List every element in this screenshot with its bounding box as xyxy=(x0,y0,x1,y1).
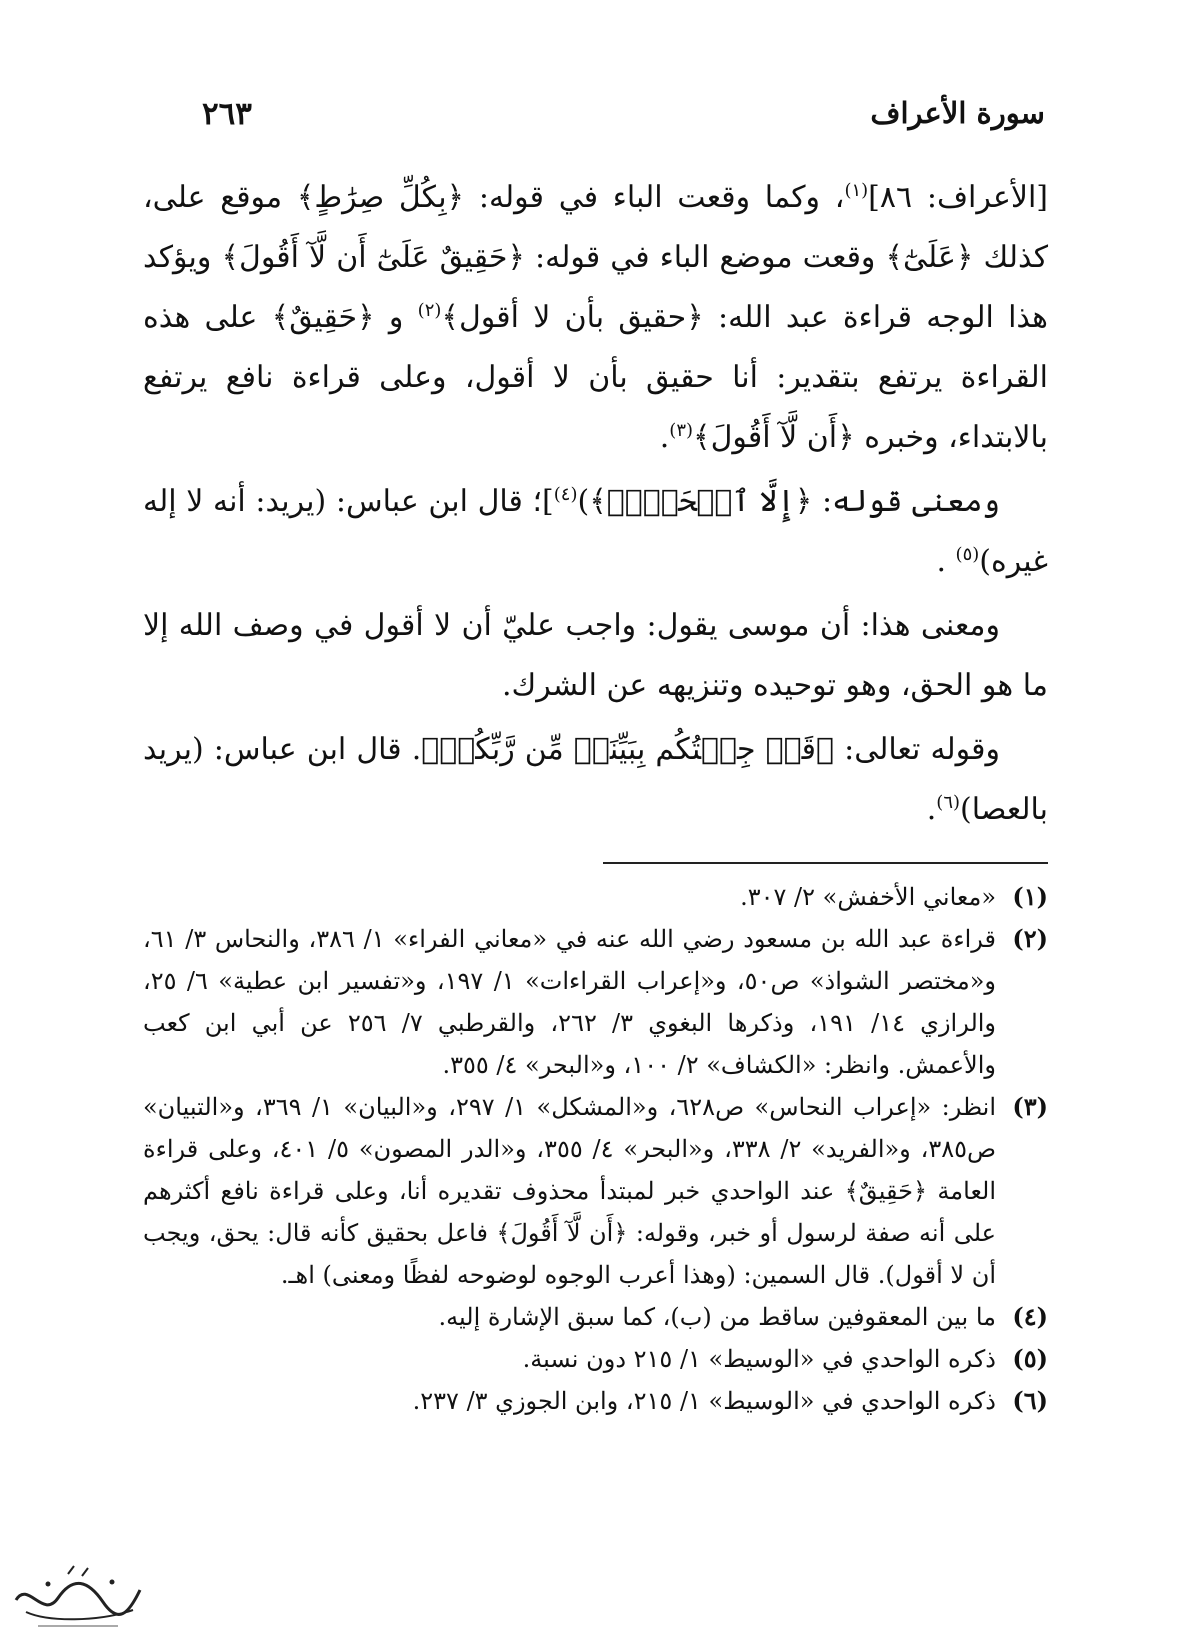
footnote-ref-2[interactable]: (٢) xyxy=(417,300,442,321)
footnote-item xyxy=(143,1296,1048,1338)
paragraph-3: ومعنى هذا: أن موسى يقول: واجب عليّ أن لا أقول في وصف الله إلا ما هو الحق، وهو توحيده وتنزيهه عن الشرك. xyxy=(143,608,1048,703)
text-run: وقوله تعالى: ﴿قَدۡ جِئۡتُكُم بِبَيِّنَةٖ مِّن رَّبِّكُمۡ﴾. قال ابن عباس: (يريد بالعصا) xyxy=(143,732,1048,827)
footnote-text: ذكره الواحدي في «الوسيط» ١/ ٢١٥ دون نسبة. xyxy=(522,1345,996,1373)
paragraph-1 xyxy=(143,168,1048,468)
footnote-number: (٦) xyxy=(1012,1386,1048,1415)
page-number: ٢٦٣ xyxy=(202,96,252,132)
text-run: . xyxy=(936,544,956,579)
footnote-text: ما بين المعقوفين ساقط من (ب)، كما سبق الإشارة إليه. xyxy=(438,1303,996,1331)
footnote-ref-5[interactable]: (٥) xyxy=(955,544,980,565)
surah-title: سورة الأعراف xyxy=(870,96,1045,130)
calligraphic-logo-icon xyxy=(8,1560,148,1636)
footnote-number: (١) xyxy=(1012,882,1048,911)
main-text xyxy=(143,168,1048,844)
text-run: ومعنى قوله: ﴿إِلَّا ٱلۡحَقَّۚ﴾) xyxy=(577,484,1000,519)
footnote-ref-6[interactable]: (٦) xyxy=(936,792,961,813)
text-run: [الأعراف: ٨٦] xyxy=(868,180,1048,215)
text-run: ، وكما وقعت الباء في قوله: ﴿بِكُلِّ صِرَٰطٍ﴾ موقع على، كذلك ﴿عَلَىٰٓ﴾ وقعت موضع الباء في قوله: ﴿حَقِيقٌ عَلَىٰٓ أَن لَّآ أَقُولَ﴾ ويؤكد هذا الوجه قراءة عبد الله: ﴿حقيق بأن لا أقول﴾ xyxy=(143,180,1048,335)
footnote-text: ذكره الواحدي في «الوسيط» ١/ ٢١٥، وابن الجوزي ٣/ ٢٣٧. xyxy=(412,1387,996,1415)
text-run: ]؛ قال ابن عباس: (يريد: أنه لا إله غيره) xyxy=(143,484,1048,579)
footnote-divider xyxy=(603,862,1048,864)
running-head xyxy=(140,96,1045,146)
footnote-ref-4[interactable]: (٤) xyxy=(553,484,578,505)
footnote-number: (٣) xyxy=(1012,1092,1048,1121)
footnote-item xyxy=(143,1086,1048,1296)
text-run: و ﴿حَقِيقٌ﴾ على هذه القراءة يرتفع بتقدير: أنا حقيق بأن لا أقول، وعلى قراءة نافع يرتفع بالابتداء، وخبره ﴿أَن لَّآ أَقُولَ﴾ xyxy=(143,300,1048,455)
footnote-number: (٤) xyxy=(1012,1302,1048,1331)
footnote-ref-3[interactable]: (٣) xyxy=(669,420,694,441)
footnote-text: «معاني الأخفش» ٢/ ٣٠٧. xyxy=(740,883,996,911)
paragraph-4 xyxy=(143,720,1048,840)
footnote-item xyxy=(143,1338,1048,1380)
footnote-item xyxy=(143,918,1048,1086)
footnote-text: انظر: «إعراب النحاس» ص٦٢٨، و«المشكل» ١/ ٢٩٧، و«البيان» ١/ ٣٦٩، و«التبيان» ص٣٨٥، و«الفريد» ٢/ ٣٣٨، و«البحر» ٤/ ٣٥٥، و«الدر المصون» ٥/ ٤٠١، وعلى قراءة العامة ﴿حَقِيقٌ﴾ عند الواحدي خبر لمبتدأ محذوف تقديره أنا، وعلى قراءة نافع أكثرهم على أنه صفة لرسول أو خبر، وقوله: ﴿أَن لَّآ أَقُولَ﴾ فاعل بحقيق كأنه قال: يحق، ويجب أن لا أقول). قال السمين: (وهذا أعرب الوجوه لوضوحه لفظًا ومعنى) اهـ. xyxy=(143,1093,997,1289)
footnote-item xyxy=(143,876,1048,918)
footnotes xyxy=(143,876,1048,1422)
footnote-text: قراءة عبد الله بن مسعود رضي الله عنه في «معاني الفراء» ١/ ٣٨٦، والنحاس ٣/ ٦١، و«مختصر الشواذ» ص٥٠، و«إعراب القراءات» ١/ ١٩٧، و«تفسير ابن عطية» ٦/ ٢٥، والرازي ١٤/ ١٩١، وذكرها البغوي ٣/ ٢٦٢، والقرطبي ٧/ ٢٥٦ عن أبي ابن كعب والأعمش. وانظر: «الكشاف» ٢/ ١٠٠، و«البحر» ٤/ ٣٥٥. xyxy=(143,925,997,1079)
footnote-number: (٥) xyxy=(1012,1344,1048,1373)
paragraph-2 xyxy=(143,472,1048,592)
text-run: . xyxy=(659,420,670,455)
footnote-number: (٢) xyxy=(1012,924,1048,953)
text-run: . xyxy=(926,792,937,827)
footnote-item xyxy=(143,1380,1048,1422)
footnote-ref-1[interactable]: (١) xyxy=(844,180,869,201)
